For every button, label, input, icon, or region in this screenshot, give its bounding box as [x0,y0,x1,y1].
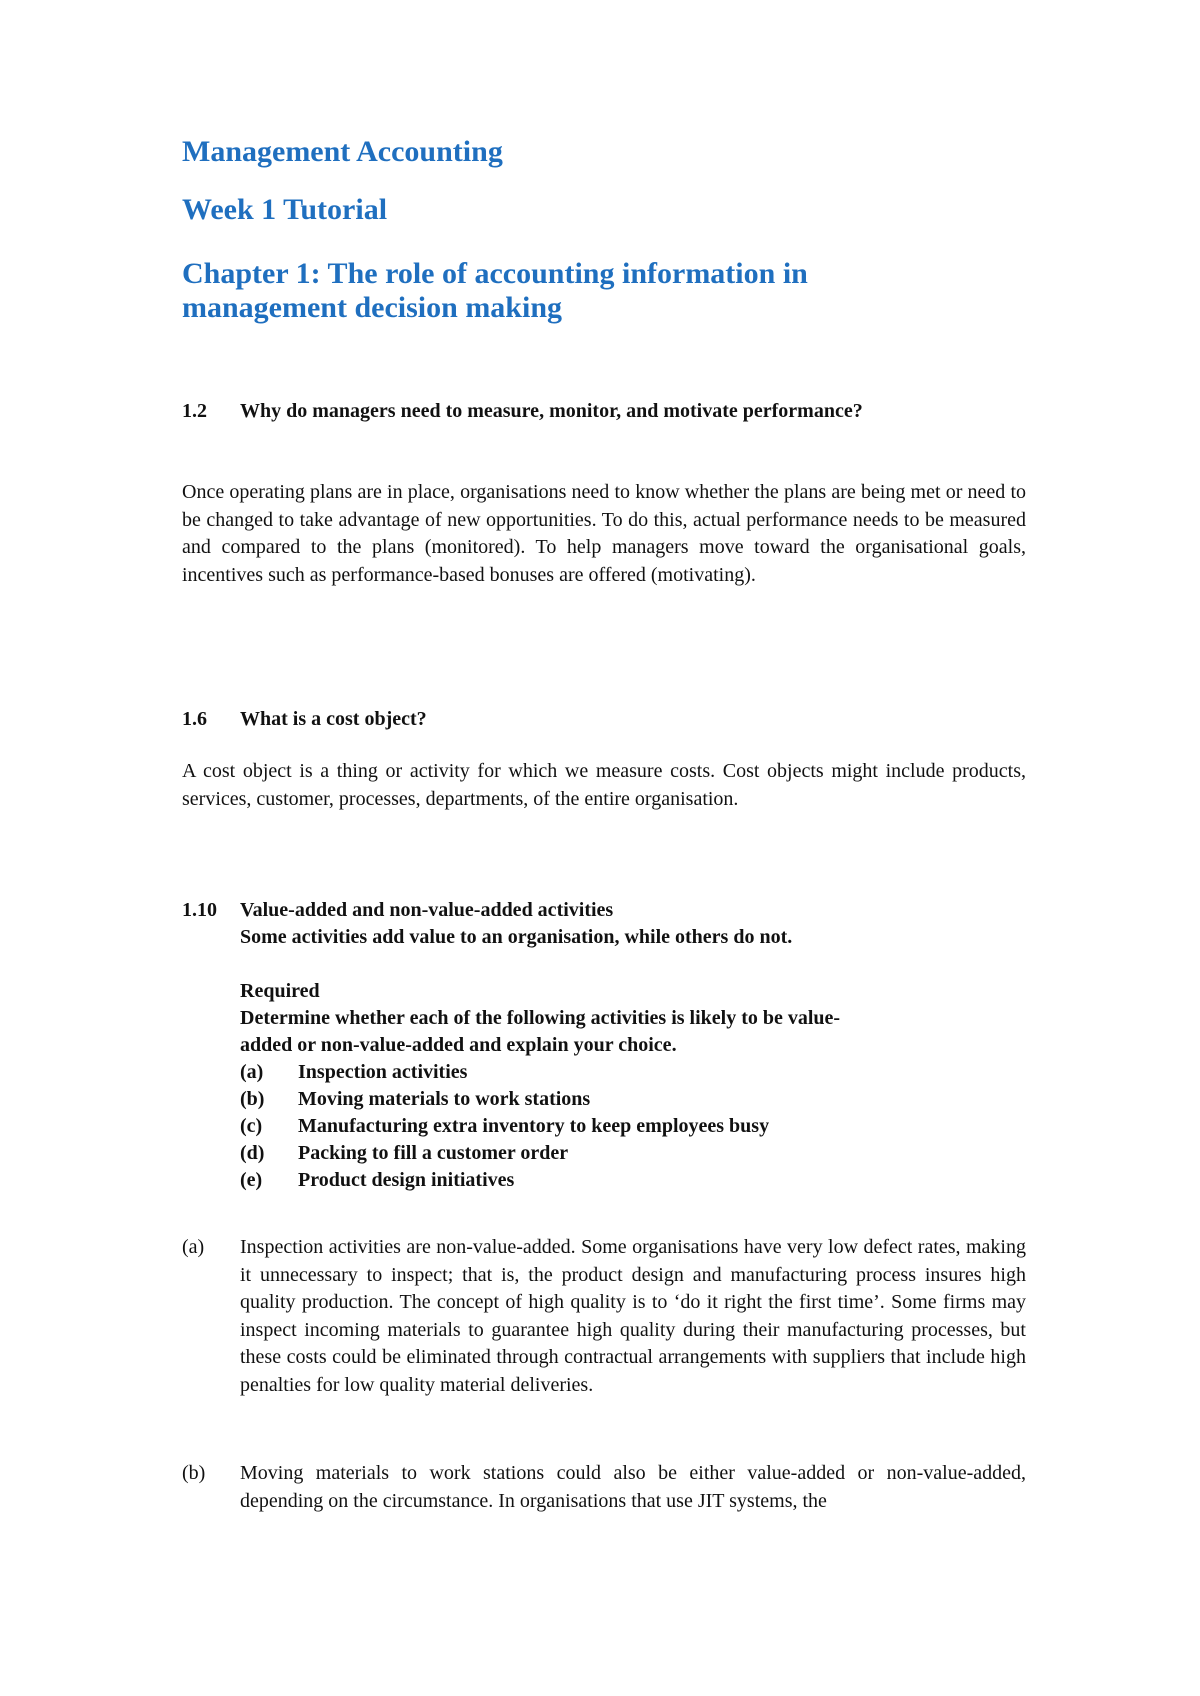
list-item-text: Manufacturing extra inventory to keep employees busy [298,1115,770,1137]
answer-paragraph: Once operating plans are in place, organisations need to know whether the plans are being met or need to be changed to take advantage of new opportunities. To do this, actual performance needs to be measured and compared to the plans (monitored). To help managers move toward the organisational goals, incentives such as performance-based bonuses are offered (motivating). [182,481,1026,586]
list-item-label: (c) [240,1115,263,1137]
week-title: Week 1 Tutorial [182,193,388,226]
list-item-label: (a) [240,1061,264,1083]
instruction-line: added or non-value-added and explain your choice. [240,1034,677,1056]
list-item-label: (e) [240,1169,263,1191]
list-item-label: (d) [240,1142,265,1164]
required-label: Required [240,980,320,1002]
question-number: 1.10 [182,899,217,921]
answer-label: (a) [182,1236,205,1258]
list-item-text: Moving materials to work stations [298,1088,591,1110]
list-item [240,1140,568,1167]
answer-paragraph: A cost object is a thing or activity for which we measure costs. Cost objects might include products, services, customer, processes, departments, of the entire organisation. [182,760,1026,810]
answer-paragraph: Moving materials to work stations could also be either value-added or non-value-added, depending on the circumstance. In organisations that use JIT systems, the [240,1462,1026,1512]
question-number: 1.6 [182,708,207,730]
question-text: Why do managers need to measure, monitor, and motivate performance? [240,400,863,422]
chapter-title-line1: Chapter 1: The role of accounting information in [182,257,808,290]
list-item-text: Inspection activities [298,1061,468,1083]
question-text: What is a cost object? [240,708,427,730]
course-title: Management Accounting [182,135,503,168]
list-item-label: (b) [240,1088,265,1110]
list-item [240,1086,590,1113]
question-number: 1.2 [182,400,207,422]
answer-paragraph: Inspection activities are non-value-added. Some organisations have very low defect rates, making it unnecessary to inspect; that is, the product design and manufacturing process insures high quality production. The concept of high quality is to ‘do it right the first time’. Some firms may inspect incoming materials to guarantee high quality during their manufacturing processes, but these costs could be eliminated through contractual arrangements with suppliers that include high penalties for low quality material deliveries. [240,1236,1026,1396]
list-item [240,1059,467,1086]
answer-label: (b) [182,1462,206,1484]
list-item-text: Product design initiatives [298,1169,515,1191]
list-item-text: Packing to fill a customer order [298,1142,569,1164]
question-subtitle: Some activities add value to an organisation, while others do not. [240,926,793,948]
chapter-title-line2: management decision making [182,291,563,324]
list-item [240,1113,769,1140]
instruction-line: Determine whether each of the following activities is likely to be value- [240,1007,841,1029]
question-title: Value-added and non-value-added activities [240,899,614,921]
list-item [240,1167,514,1194]
